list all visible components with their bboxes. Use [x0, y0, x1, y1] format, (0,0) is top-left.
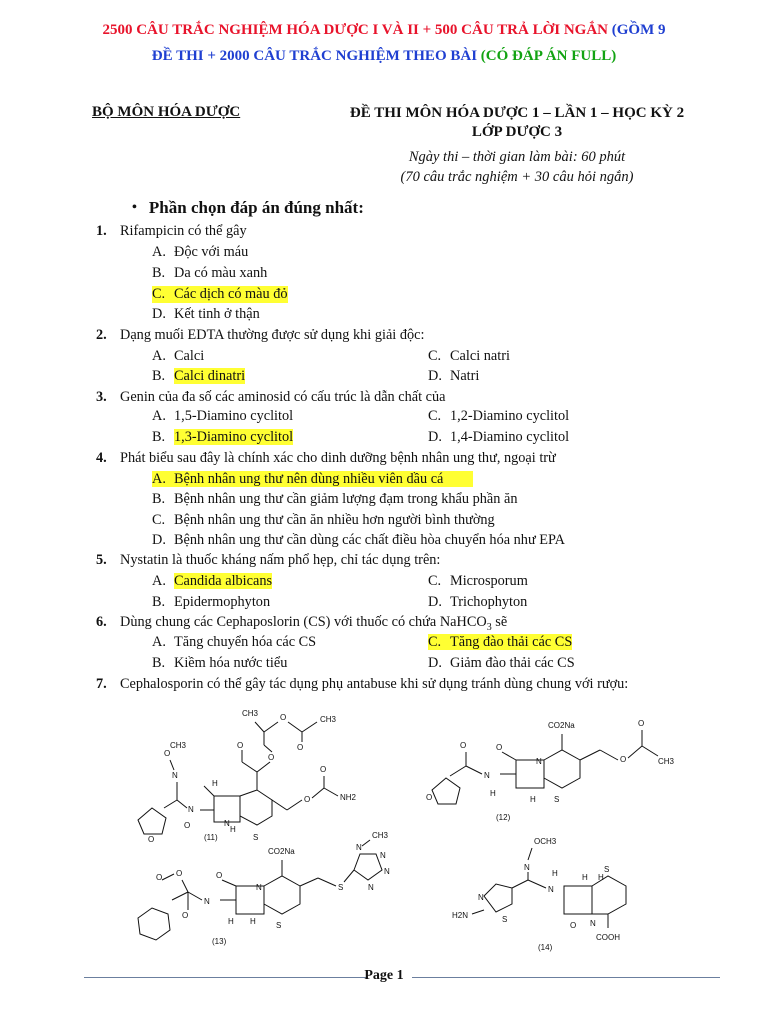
atom-label: O	[638, 719, 645, 728]
q4-option-a-correct[interactable]	[152, 471, 473, 488]
promo-banner-blue-text: (GỒM 9	[611, 22, 666, 38]
atom-label: CO2Na	[268, 847, 295, 856]
question-text: Cephalosporin có thể gây tác dụng phụ antabuse khi sử dụng tránh dùng chung với rượu:	[120, 676, 629, 692]
atom-label: CO2Na	[548, 721, 575, 730]
subscript: 3	[486, 621, 492, 633]
atom-label: CH3	[170, 741, 187, 750]
q3-option-d[interactable]	[428, 429, 569, 446]
option-letter: D.	[428, 429, 442, 445]
structure-12	[426, 719, 675, 822]
atom-label: N	[536, 757, 542, 766]
question-number: 2.	[96, 327, 107, 343]
atom-label: N	[384, 867, 390, 876]
question-4	[96, 450, 556, 467]
atom-label: N	[256, 883, 262, 892]
question-number: 7.	[96, 676, 107, 692]
atom-label: H	[228, 917, 234, 926]
option-text: Kết tinh ở thận	[174, 306, 260, 322]
option-text: Trichophyton	[450, 594, 528, 610]
atom-label: O	[460, 741, 467, 750]
q5-option-b[interactable]	[152, 594, 270, 611]
atom-label: O	[304, 795, 311, 804]
exam-date-time: Ngày thi – thời gian làm bài: 60 phút	[408, 149, 626, 165]
atom-label: N	[172, 771, 178, 780]
atom-label: N	[484, 771, 490, 780]
option-text: Epidermophyton	[174, 594, 271, 610]
question-number: 4.	[96, 450, 107, 466]
option-text: Các dịch có màu đỏ	[174, 286, 288, 302]
option-text: Tăng chuyển hóa các CS	[174, 634, 317, 650]
q1-option-a[interactable]	[152, 244, 248, 261]
option-letter: A.	[152, 573, 166, 589]
exam-title-block	[322, 104, 712, 142]
option-text: Giảm đào thải các CS	[450, 655, 575, 671]
option-letter: D.	[152, 532, 166, 548]
q1-option-d[interactable]	[152, 306, 260, 323]
atom-label: CH3	[372, 831, 389, 840]
department-name: BỘ MÔN HÓA DƯỢC	[92, 104, 241, 120]
option-letter: C.	[152, 512, 166, 528]
promo-banner-green-text: (CÓ ĐÁP ÁN FULL)	[480, 48, 617, 64]
exam-meta	[322, 147, 712, 187]
question-number: 3.	[96, 389, 107, 405]
section-title: Phần chọn đáp án đúng nhất:	[148, 198, 364, 217]
q6-option-d[interactable]	[428, 655, 575, 672]
option-letter: B.	[152, 491, 166, 507]
promo-banner-line2	[0, 48, 768, 65]
option-letter: C.	[428, 573, 442, 589]
atom-label: O	[268, 753, 275, 762]
atom-label: N	[356, 843, 362, 852]
structure-label: (13)	[212, 937, 227, 946]
atom-label: H2N	[452, 911, 469, 920]
q5-option-a-correct[interactable]	[152, 573, 272, 590]
q1-option-b[interactable]	[152, 265, 267, 282]
option-text: 1,2-Diamino cyclitol	[450, 408, 570, 424]
q4-option-b[interactable]	[152, 491, 517, 508]
option-letter: D.	[428, 594, 442, 610]
q6-option-b[interactable]	[152, 655, 287, 672]
option-text: 1,3-Diamino cyclitol	[174, 429, 294, 445]
question-text: Genin của đa số các aminosid có cấu trúc là dẫn chất của	[120, 389, 446, 405]
option-text: Tăng đào thải các CS	[450, 634, 573, 650]
question-text: Phát biểu sau đây là chính xác cho dinh dưỡng bệnh nhân ung thư, ngoại trừ	[120, 450, 556, 466]
option-letter: B.	[152, 655, 166, 671]
option-text: Calci dinatri	[174, 368, 246, 384]
question-3	[96, 389, 446, 406]
atom-label: CH3	[320, 715, 337, 724]
question-5	[96, 552, 440, 569]
question-text: Nystatin là thuốc kháng nấm phổ hẹp, chỉ tác dụng trên:	[120, 552, 441, 568]
exam-question-count: (70 câu trắc nghiệm + 30 câu hỏi ngắn)	[400, 169, 634, 185]
page-number: Page 1	[364, 968, 404, 983]
option-letter: A.	[152, 408, 166, 424]
q2-option-b-correct[interactable]	[152, 368, 245, 385]
option-text: Bệnh nhân ung thư cần ăn nhiều hơn người bình thường	[174, 512, 495, 528]
option-letter: B.	[152, 429, 166, 445]
option-letter: A.	[152, 244, 166, 260]
atom-label: H	[530, 795, 536, 804]
option-letter: D.	[428, 655, 442, 671]
atom-label: NH2	[340, 793, 357, 802]
atom-label: N	[478, 893, 484, 902]
option-text: Calci	[174, 348, 205, 364]
q4-option-d[interactable]	[152, 532, 565, 549]
atom-label: S	[604, 865, 610, 874]
q4-option-c[interactable]	[152, 512, 495, 529]
atom-label: O	[184, 821, 191, 830]
atom-label: N	[548, 885, 554, 894]
option-letter: D.	[152, 306, 166, 322]
atom-label: H	[598, 873, 604, 882]
atom-label: O	[182, 911, 189, 920]
q6-option-c-correct[interactable]	[428, 634, 572, 651]
cephalosporin-structures	[92, 700, 682, 958]
exam-class: LỚP DƯỢC 3	[471, 124, 563, 140]
atom-label: H	[230, 825, 236, 834]
question-7	[96, 676, 628, 693]
atom-label: OCH3	[534, 837, 557, 846]
q2-option-d[interactable]	[428, 368, 479, 385]
atom-label: O	[156, 873, 163, 882]
option-text: 1,5-Diamino cyclitol	[174, 408, 294, 424]
question-number: 5.	[96, 552, 107, 568]
atom-label: S	[502, 915, 508, 924]
q3-option-a[interactable]	[152, 408, 293, 425]
q6-option-a[interactable]	[152, 634, 316, 651]
question-text: Dạng muối EDTA thường được sử dụng khi giải độc:	[120, 327, 425, 343]
atom-label: H	[490, 789, 496, 798]
exam-title: ĐỀ THI MÔN HÓA DƯỢC 1 – LẦN 1 – HỌC KỲ 2	[349, 105, 685, 121]
atom-label: CH3	[658, 757, 675, 766]
atom-label: S	[276, 921, 282, 930]
option-text: Candida albicans	[174, 573, 273, 589]
atom-label: CH3	[242, 709, 259, 718]
option-letter: D.	[428, 368, 442, 384]
atom-label: O	[297, 743, 304, 752]
promo-banner-red-text: 2500 CÂU TRẮC NGHIỆM HÓA DƯỢC I VÀ II + 500 CÂU TRẢ LỜI NGẮN	[102, 22, 609, 38]
option-letter: C.	[428, 634, 442, 650]
structure-label: (11)	[204, 833, 218, 842]
atom-label: O	[426, 793, 433, 802]
option-text: Bệnh nhân ung thư cần dùng các chất điều hòa chuyển hóa như EPA	[174, 532, 565, 548]
atom-label: H	[250, 917, 256, 926]
option-letter: B.	[152, 594, 166, 610]
atom-label: N	[188, 805, 194, 814]
question-text-end: sẽ	[491, 614, 508, 630]
question-6	[96, 614, 507, 633]
atom-label: N	[204, 897, 210, 906]
structure-label: (12)	[496, 813, 511, 822]
q2-option-a[interactable]	[152, 348, 204, 365]
option-letter: B.	[152, 368, 166, 384]
atom-label: O	[164, 749, 171, 758]
atom-label: S	[554, 795, 560, 804]
q1-option-c-correct[interactable]	[152, 286, 288, 303]
option-text: 1,4-Diamino cyclitol	[450, 429, 570, 445]
option-letter: C.	[428, 408, 442, 424]
atom-label: N	[380, 851, 386, 860]
option-text: Natri	[450, 368, 480, 384]
question-number: 6.	[96, 614, 107, 630]
atom-label: O	[216, 871, 223, 880]
question-text: Dùng chung các Cephaposlorin (CS) với thuốc có chứa NaHCO	[120, 614, 487, 630]
option-letter: A.	[152, 348, 166, 364]
atom-label: N	[224, 819, 230, 828]
option-text: Calci natri	[450, 348, 510, 364]
option-text: Bệnh nhân ung thư cần giảm lượng đạm trong khẩu phần ăn	[174, 491, 518, 507]
bullet-icon: •	[132, 200, 137, 215]
atom-label: O	[320, 765, 327, 774]
option-letter: B.	[152, 265, 166, 281]
promo-banner-line1	[0, 22, 768, 39]
question-number: 1.	[96, 223, 107, 239]
option-letter: A.	[152, 634, 166, 650]
q3-option-c[interactable]	[428, 408, 569, 425]
q5-option-d[interactable]	[428, 594, 527, 611]
section-heading	[132, 198, 364, 218]
atom-label: O	[620, 755, 627, 764]
atom-label: O	[148, 835, 155, 844]
atom-label: N	[524, 863, 530, 872]
option-text: Kiềm hóa nước tiểu	[174, 655, 288, 671]
question-text: Rifampicin có thể gây	[120, 223, 247, 239]
atom-label: H	[552, 869, 558, 878]
atom-label: H	[212, 779, 218, 788]
atom-label: O	[496, 743, 503, 752]
atom-label: O	[237, 741, 244, 750]
option-text: Microsporum	[450, 573, 528, 589]
atom-label: O	[570, 921, 577, 930]
option-letter: C.	[152, 286, 166, 302]
q5-option-c[interactable]	[428, 573, 528, 590]
atom-label: S	[253, 833, 259, 842]
structure-14	[452, 837, 626, 952]
promo-banner-blue-text-2: ĐỀ THI + 2000 CÂU TRẮC NGHIỆM THEO BÀI	[151, 48, 478, 64]
option-letter: C.	[428, 348, 442, 364]
option-text: Da có màu xanh	[174, 265, 268, 281]
question-2	[96, 327, 424, 344]
option-letter: A.	[152, 471, 166, 487]
structure-label: (14)	[538, 943, 553, 952]
atom-label: O	[176, 869, 183, 878]
option-text: Độc với máu	[174, 244, 249, 260]
atom-label: H	[582, 873, 588, 882]
option-text: Bệnh nhân ung thư nên dùng nhiều viên dầu cá	[174, 471, 444, 487]
atom-label: N	[368, 883, 374, 892]
atom-label: COOH	[596, 933, 620, 942]
atom-label: N	[590, 919, 596, 928]
q2-option-c[interactable]	[428, 348, 510, 365]
atom-label: O	[280, 713, 287, 722]
question-1	[96, 223, 247, 240]
structure-13	[138, 831, 390, 946]
atom-label: S	[338, 883, 344, 892]
q3-option-b-correct[interactable]	[152, 429, 293, 446]
structure-11	[138, 709, 357, 844]
